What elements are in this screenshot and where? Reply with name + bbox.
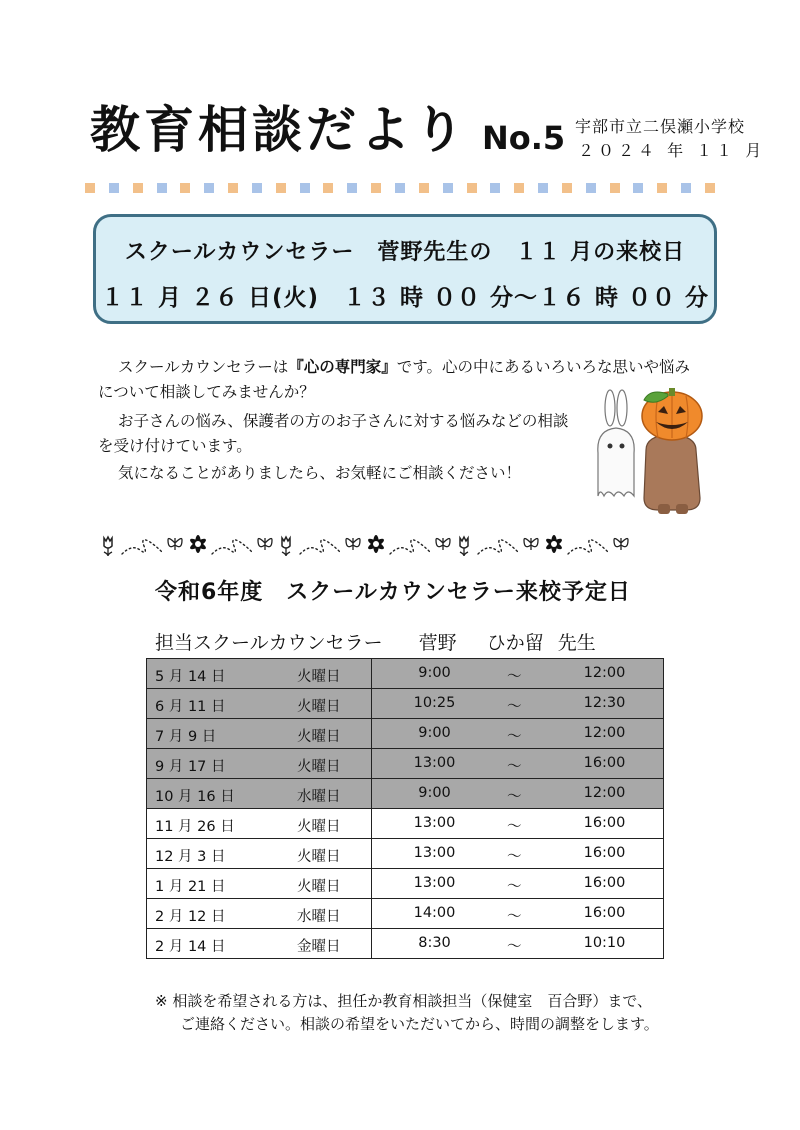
start-time: 9:00 — [418, 665, 451, 681]
visit-date: 6 月 11 日 — [155, 699, 226, 715]
visit-weekday: 火曜日 — [297, 699, 341, 715]
divider-dot — [610, 183, 620, 193]
visit-weekday: 火曜日 — [297, 819, 341, 835]
divider-dot — [443, 183, 453, 193]
dotted-vine-icon — [300, 540, 340, 554]
schedule-row — [147, 689, 664, 719]
divider-dot — [514, 183, 524, 193]
start-time: 14:00 — [413, 905, 456, 921]
bow-icon — [614, 538, 628, 550]
divider-dot — [157, 183, 167, 193]
time-range-tilde: ～ — [507, 939, 522, 955]
visit-date: 12 月 3 日 — [155, 849, 226, 865]
intro-line-2: について相談してみませんか？ — [98, 383, 315, 401]
schedule-time-cell — [372, 779, 664, 809]
schedule-row — [147, 899, 664, 929]
schedule-time-cell — [372, 719, 664, 749]
visit-weekday: 火曜日 — [297, 849, 341, 865]
visit-weekday: 火曜日 — [297, 879, 341, 895]
schedule-time-cell — [372, 869, 664, 899]
end-time: 16:00 — [583, 845, 626, 861]
visit-schedule-table — [146, 658, 664, 959]
bow-icon — [524, 538, 538, 550]
tulip-icon — [104, 537, 112, 556]
start-time: 9:00 — [418, 785, 451, 801]
divider-dot — [228, 183, 238, 193]
divider-dot — [323, 183, 333, 193]
visit-date: 2 月 14 日 — [155, 939, 226, 955]
flower-vine-divider — [100, 530, 730, 560]
tulip-icon — [282, 537, 290, 556]
divider-dot — [633, 183, 643, 193]
bow-icon — [258, 538, 272, 550]
divider-dot — [705, 183, 715, 193]
schedule-date-cell — [147, 929, 372, 959]
start-time: 8:30 — [418, 935, 451, 951]
dotted-vine-icon — [478, 540, 518, 554]
divider-dot — [300, 183, 310, 193]
tulip-icon — [460, 537, 468, 556]
newsletter-title: 教育相談だより — [90, 101, 468, 159]
schedule-time-cell — [372, 809, 664, 839]
divider-dot — [180, 183, 190, 193]
visit-weekday: 火曜日 — [297, 759, 341, 775]
bow-icon — [436, 538, 450, 550]
counselor-label: 担当スクールカウンセラー — [155, 632, 383, 654]
schedule-row — [147, 749, 664, 779]
divider-dot — [109, 183, 119, 193]
schedule-date-cell — [147, 809, 372, 839]
dotted-vine-icon — [390, 540, 430, 554]
visit-heading: スクールカウンセラー 菅野先生の １１ 月の来校日 — [124, 240, 686, 265]
visit-date: 9 月 17 日 — [155, 759, 226, 775]
visit-date: 5 月 14 日 — [155, 669, 226, 685]
divider-dot — [586, 183, 596, 193]
schedule-date-cell — [147, 719, 372, 749]
note-line-2: ご連絡ください。相談の希望をいただいてから、時間の調整をします。 — [180, 1015, 659, 1033]
dotted-vine-icon — [568, 540, 608, 554]
schedule-title: 令和6年度 スクールカウンセラー来校予定日 — [155, 580, 631, 605]
intro-emphasis: 『心の専門家』 — [288, 358, 397, 376]
issue-date: ２０２４ 年 １１ 月 — [578, 141, 766, 160]
visit-weekday: 水曜日 — [297, 789, 341, 805]
end-time: 16:00 — [583, 755, 626, 771]
divider-dot — [562, 183, 572, 193]
intro-line-4: を受け付けています。 — [98, 437, 252, 455]
counselor-suffix: 先生 — [557, 632, 596, 654]
visit-weekday: 水曜日 — [297, 909, 341, 925]
dotted-vine-icon — [122, 540, 162, 554]
visit-date: 10 月 16 日 — [155, 789, 235, 805]
visit-weekday: 火曜日 — [297, 669, 341, 685]
dotted-vine-icon — [212, 540, 252, 554]
time-range-tilde: ～ — [507, 729, 522, 745]
schedule-time-cell — [372, 929, 664, 959]
intro-line-1: スクールカウンセラーは『心の専門家』です。心の中にあるいろいろな思いや悩み — [118, 358, 690, 376]
divider-dot — [419, 183, 429, 193]
divider-dot — [252, 183, 262, 193]
schedule-time-cell — [372, 749, 664, 779]
divider-dot — [371, 183, 381, 193]
flower-icon — [545, 535, 564, 553]
divider-dot — [85, 183, 95, 193]
time-range-tilde: ～ — [507, 849, 522, 865]
start-time: 10:25 — [413, 695, 456, 711]
schedule-date-cell — [147, 899, 372, 929]
time-range-tilde: ～ — [507, 759, 522, 775]
intro-line-3: お子さんの悩み、保護者の方のお子さんに対する悩みなどの相談 — [118, 412, 569, 430]
schedule-row — [147, 839, 664, 869]
time-range-tilde: ～ — [507, 699, 522, 715]
schedule-date-cell — [147, 839, 372, 869]
end-time: 16:00 — [583, 815, 626, 831]
divider-dot — [347, 183, 357, 193]
bunny-bear-pumpkin-icon — [588, 388, 718, 518]
flower-icon — [189, 535, 208, 553]
divider-dot — [681, 183, 691, 193]
bow-icon — [168, 538, 182, 550]
time-range-tilde: ～ — [507, 789, 522, 805]
divider-dot — [538, 183, 548, 193]
time-range-tilde: ～ — [507, 819, 522, 835]
visit-date: 11 月 26 日 — [155, 819, 235, 835]
schedule-row — [147, 779, 664, 809]
divider-dot — [133, 183, 143, 193]
divider-dot — [276, 183, 286, 193]
schedule-time-cell — [372, 899, 664, 929]
schedule-time-cell — [372, 659, 664, 689]
start-time: 13:00 — [413, 845, 456, 861]
schedule-row — [147, 809, 664, 839]
visit-weekday: 火曜日 — [297, 729, 341, 745]
divider-dot — [657, 183, 667, 193]
schedule-time-cell — [372, 839, 664, 869]
visit-date-time: １１ 月 ２６ 日(火) １３ 時 ００ 分～１６ 時 ００ 分 — [100, 285, 710, 311]
schedule-date-cell — [147, 659, 372, 689]
visit-weekday: 金曜日 — [297, 939, 341, 955]
start-time: 13:00 — [413, 875, 456, 891]
start-time: 13:00 — [413, 815, 456, 831]
schedule-date-cell — [147, 749, 372, 779]
dotted-divider — [85, 183, 715, 193]
visit-date: 2 月 12 日 — [155, 909, 226, 925]
end-time: 12:00 — [583, 785, 626, 801]
end-time: 16:00 — [583, 905, 626, 921]
schedule-date-cell — [147, 779, 372, 809]
divider-dot — [490, 183, 500, 193]
time-range-tilde: ～ — [507, 879, 522, 895]
issue-number: No.5 — [482, 119, 566, 157]
end-time: 12:30 — [583, 695, 626, 711]
divider-dot — [204, 183, 214, 193]
schedule-row — [147, 719, 664, 749]
counselor-surname: 菅野 — [418, 632, 457, 654]
visit-date: 1 月 21 日 — [155, 879, 226, 895]
counselor-line — [155, 630, 596, 656]
schedule-row — [147, 659, 664, 689]
end-time: 10:10 — [583, 935, 626, 951]
note-line-1: ※ 相談を希望される方は、担任か教育相談担当（保健室 百合野）まで、 — [155, 992, 653, 1010]
schedule-date-cell — [147, 869, 372, 899]
visit-info-box — [93, 214, 717, 324]
time-range-tilde: ～ — [507, 909, 522, 925]
end-time: 12:00 — [583, 725, 626, 741]
start-time: 13:00 — [413, 755, 456, 771]
visit-date: 7 月 9 日 — [155, 729, 217, 745]
schedule-row — [147, 929, 664, 959]
end-time: 16:00 — [583, 875, 626, 891]
counselor-given-name: ひか留 — [486, 632, 544, 654]
intro-line-5: 気になることがありましたら、お気軽にご相談ください！ — [118, 464, 522, 482]
school-name: 宇部市立二俣瀬小学校 — [575, 117, 746, 136]
schedule-row — [147, 869, 664, 899]
schedule-date-cell — [147, 689, 372, 719]
bow-icon — [346, 538, 360, 550]
flower-icon — [367, 535, 386, 553]
start-time: 9:00 — [418, 725, 451, 741]
schedule-time-cell — [372, 689, 664, 719]
divider-dot — [395, 183, 405, 193]
end-time: 12:00 — [583, 665, 626, 681]
divider-dot — [467, 183, 477, 193]
time-range-tilde: ～ — [507, 669, 522, 685]
